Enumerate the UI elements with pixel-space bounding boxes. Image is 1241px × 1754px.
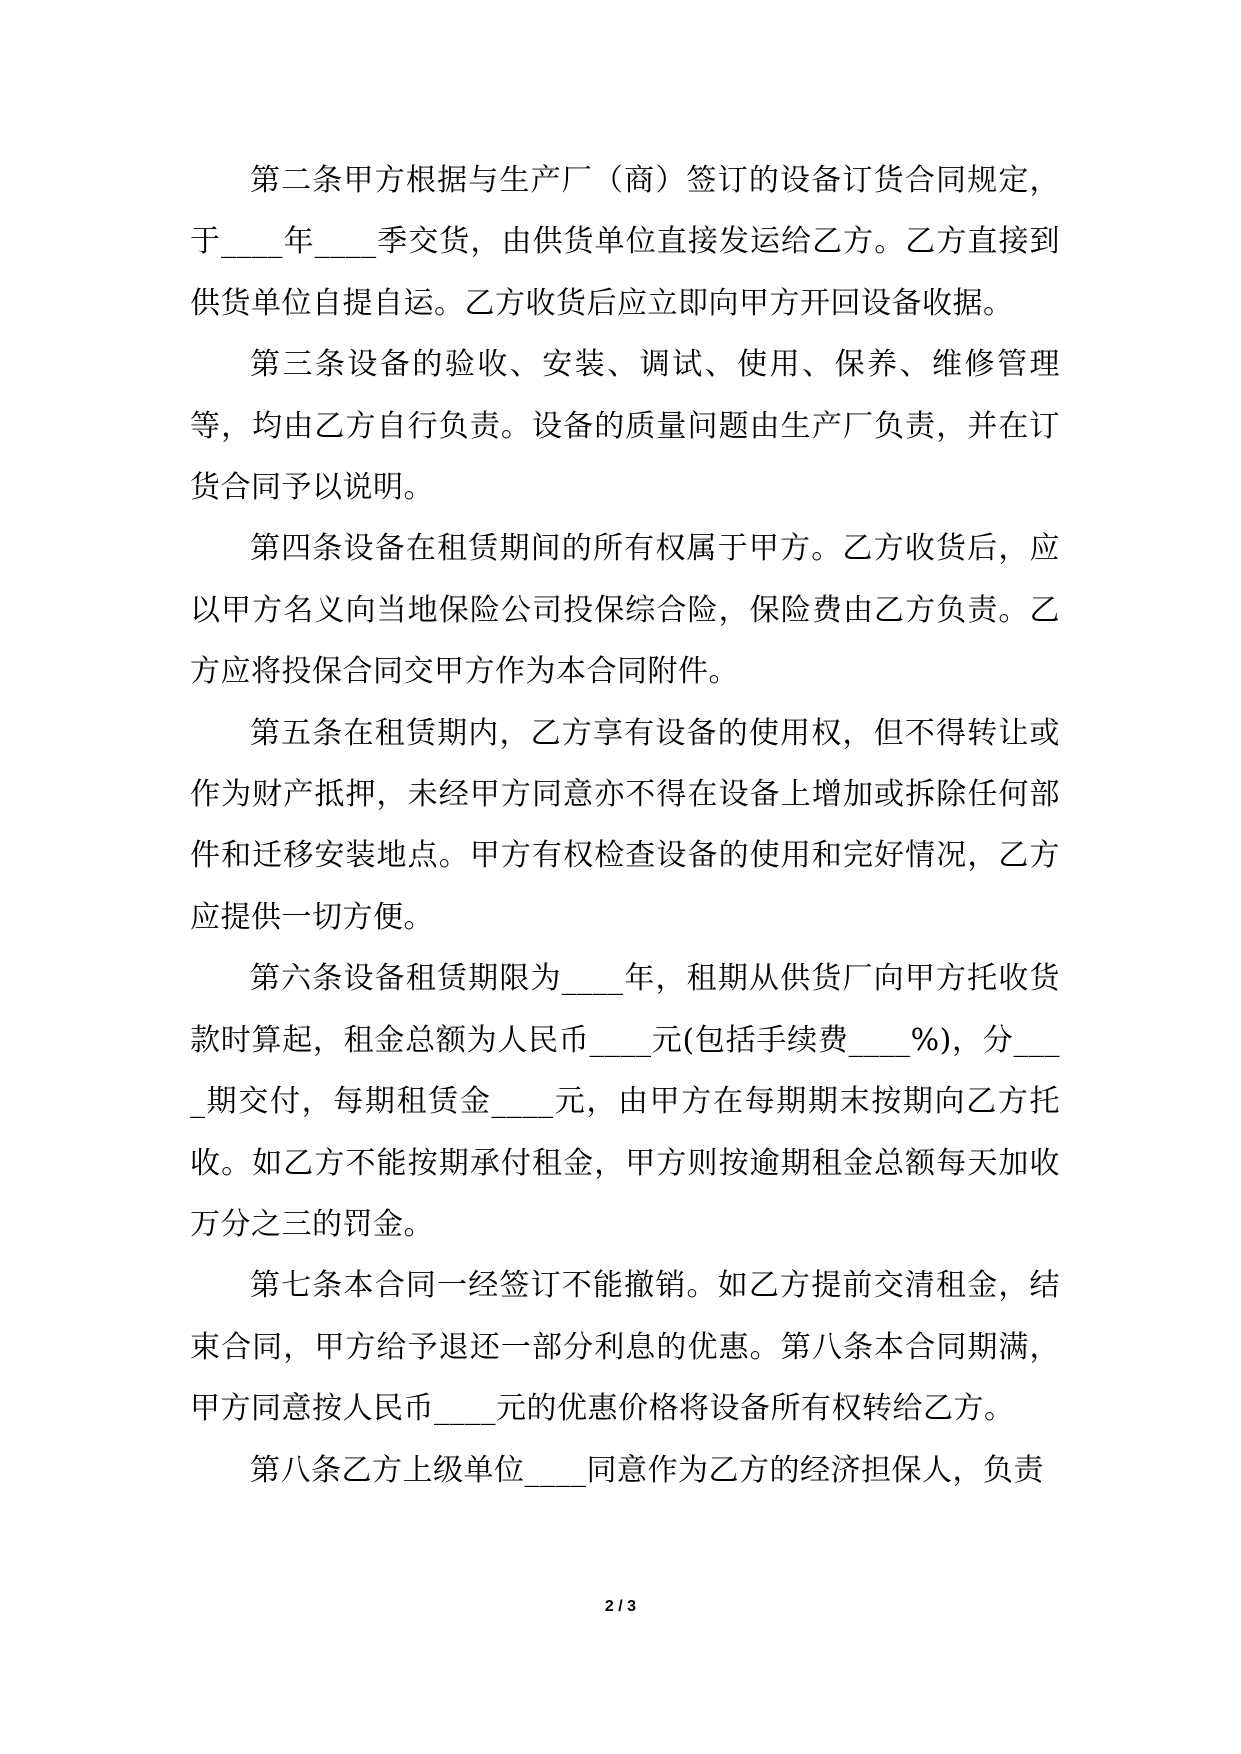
paragraph-article-3: 第三条设备的验收、安装、调试、使用、保养、维修管理等，均由乙方自行负责。设备的质量问题由生产厂负责，并在订货合同予以说明。 — [190, 347, 1060, 506]
paragraph-article-4: 第四条设备在租赁期间的所有权属于甲方。乙方收货后，应以甲方名义向当地保险公司投保综合险，保险费由乙方负责。乙方应将投保合同交甲方作为本合同附件。 — [190, 531, 1060, 690]
paragraph-article-2: 第二条甲方根据与生产厂（商）签订的设备订货合同规定，于____年____季交货，由供货单位直接发运给乙方。乙方直接到供货单位自提自运。乙方收货后应立即向甲方开回设备收据。 — [190, 163, 1060, 321]
paragraph-article-5: 第五条在租赁期内，乙方享有设备的使用权，但不得转让或作为财产抵押，未经甲方同意亦不得在设备上增加或拆除任何部件和迁移安装地点。甲方有权检查设备的使用和完好情况，乙方应提供一切方便。 — [190, 715, 1060, 935]
paragraph-article-7: 第七条本合同一经签订不能撤销。如乙方提前交清租金，结束合同，甲方给予退还一部分利息的优惠。第八条本合同期满，甲方同意按人民币____元的优惠价格将设备所有权转给乙方。 — [190, 1268, 1060, 1427]
page-number: 2 / 3 — [604, 1598, 637, 1615]
document-body — [190, 150, 1060, 1501]
paragraph-article-8: 第八条乙方上级单位____同意作为乙方的经济担保人，负责 — [250, 1452, 1044, 1488]
paragraph-article-6: 第六条设备租赁期限为____年，租期从供货厂向甲方托收货款时算起，租金总额为人民币____元(包括手续费____%)，分____期交付，每期租赁金____元，由甲方在每期期末按期向乙方托收。如乙方不能按期承付租金，甲方则按逾期租金总额每天加收万分之三的罚金。 — [190, 961, 1060, 1242]
